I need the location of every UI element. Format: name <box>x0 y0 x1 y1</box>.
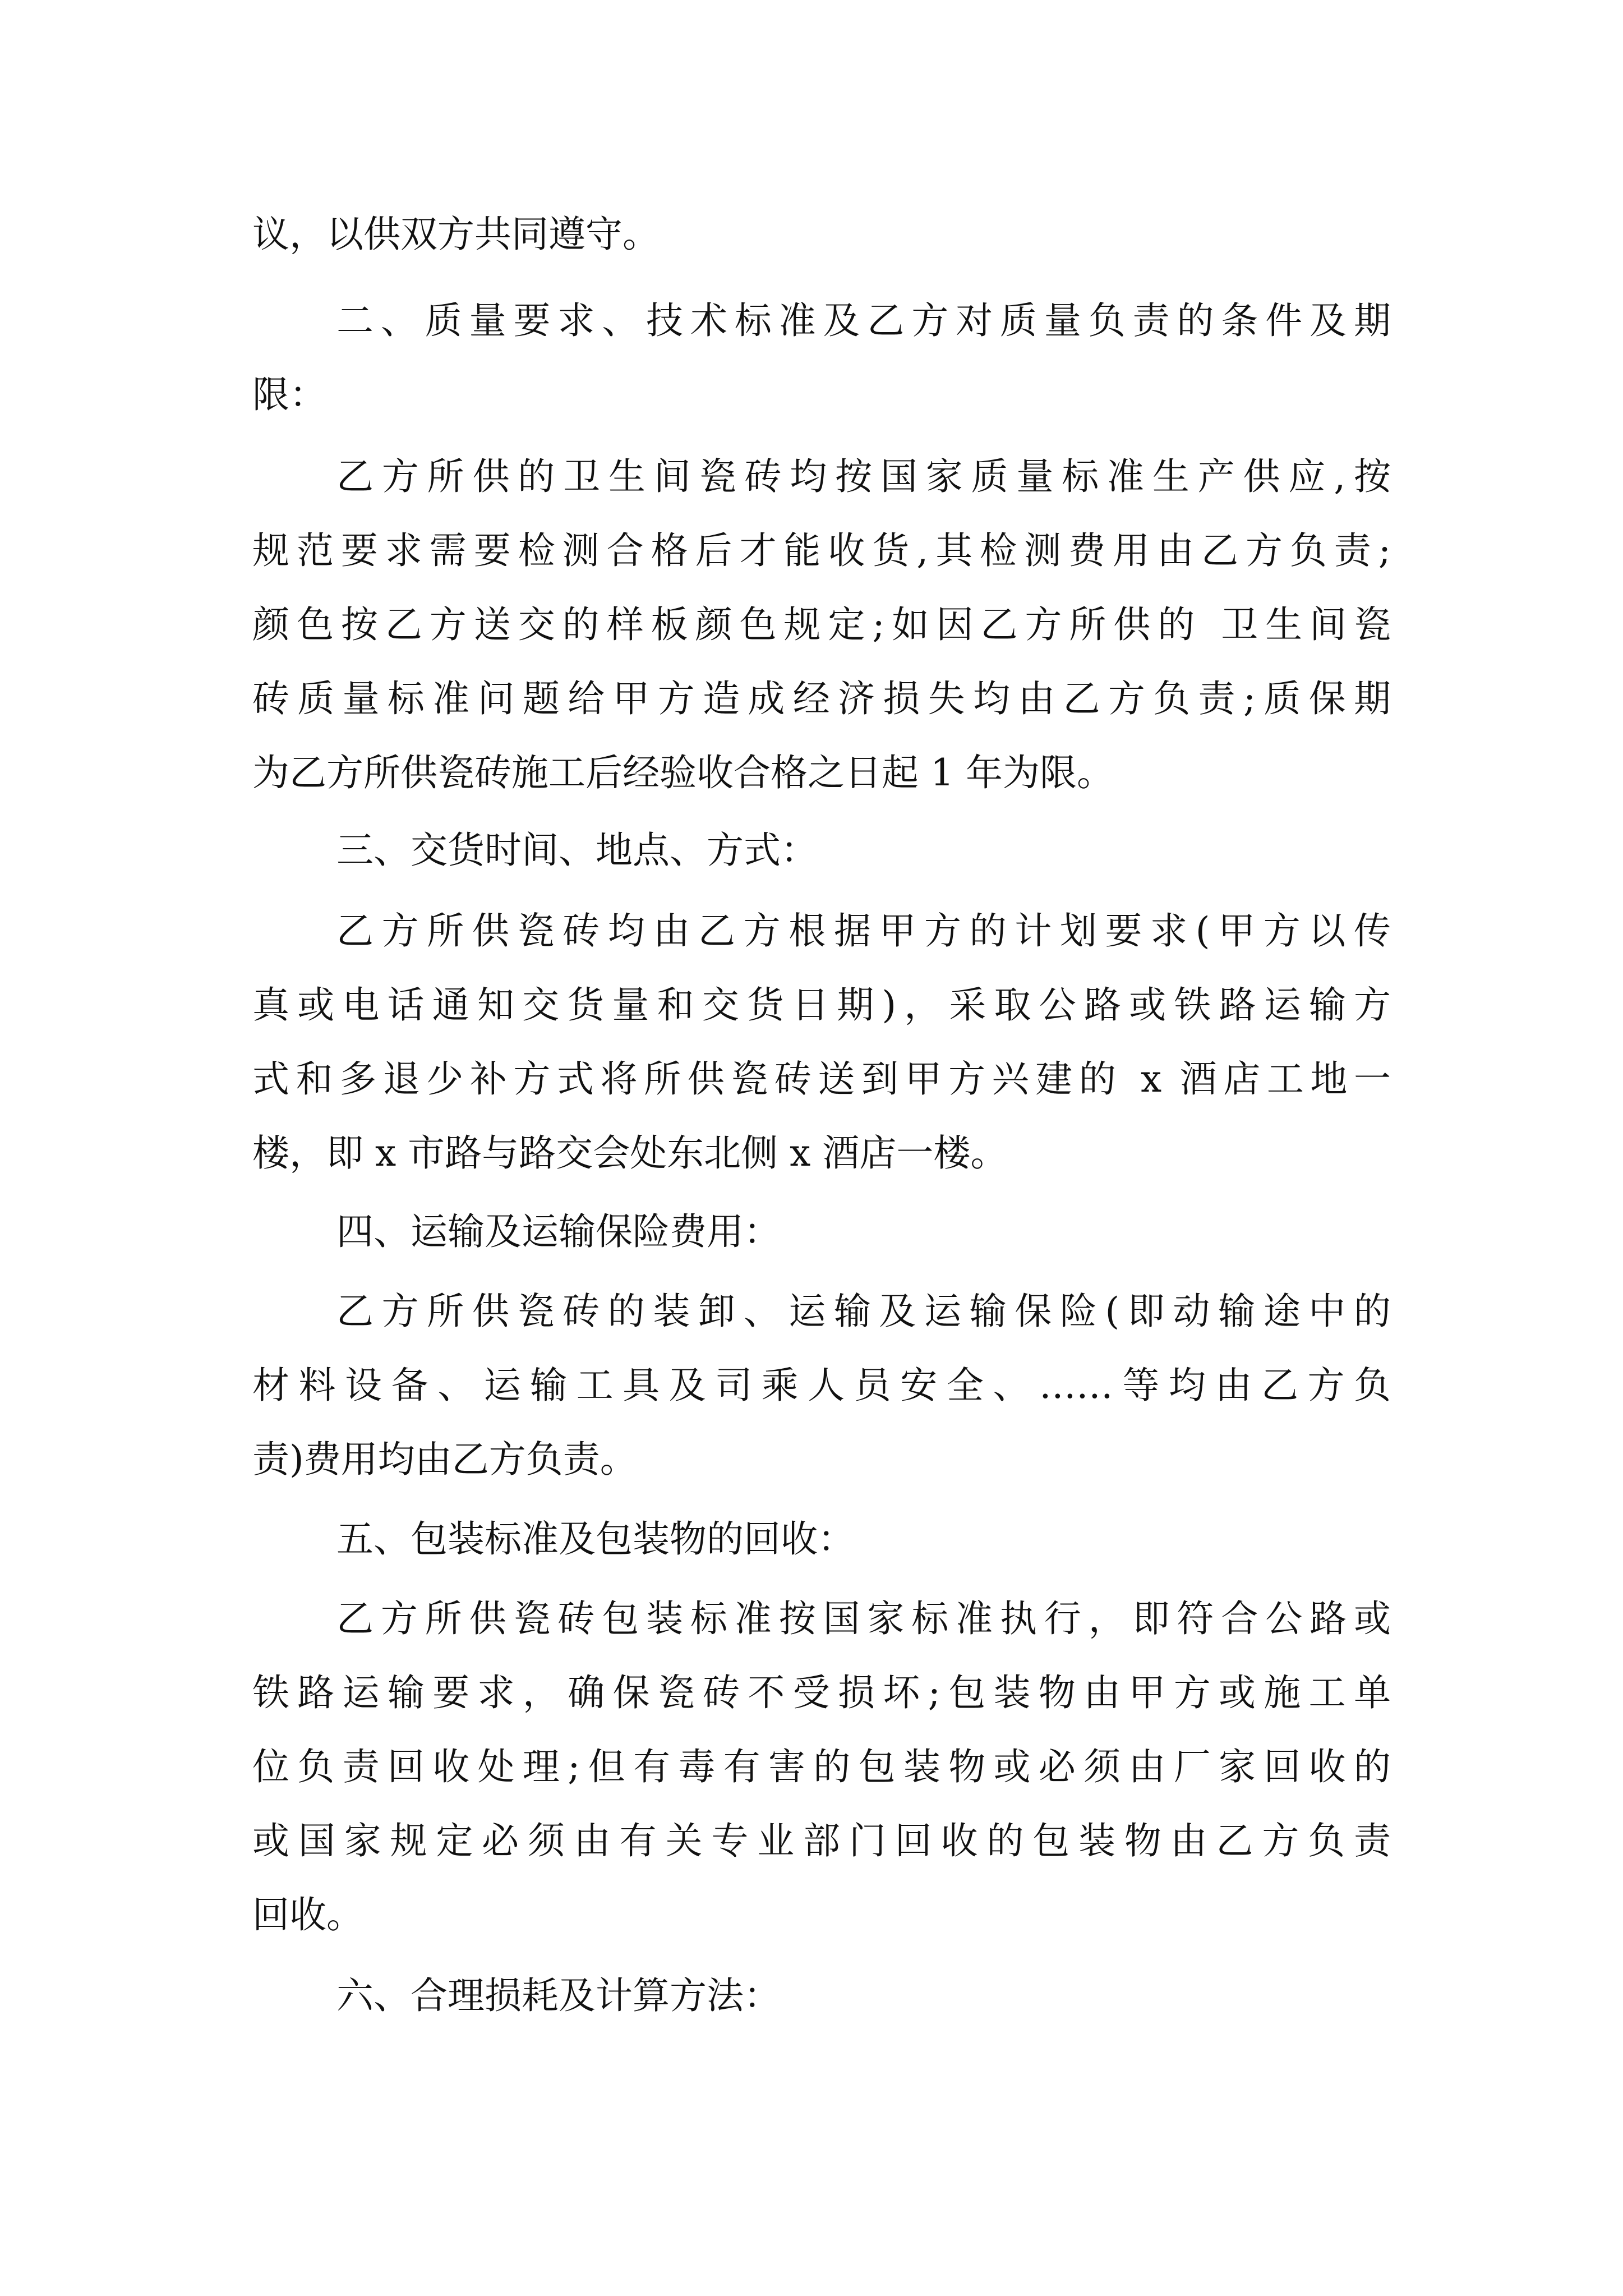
paragraph-line: 真或电话通知交货量和交货日期)，采取公路或铁路运输方 <box>252 983 1391 1027</box>
section-heading-transport: 四、运输及运输保险费用： <box>336 1210 781 1253</box>
paragraph-line: 位负责回收处理;但有毒有害的包装物或必须由厂家回收的 <box>252 1745 1391 1788</box>
section-heading-delivery: 三、交货时间、地点、方式： <box>336 829 818 872</box>
paragraph-line: 或国家规定必须由有关专业部门回收的包装物由乙方负责 <box>252 1819 1391 1862</box>
paragraph-line: 乙方所供瓷砖均由乙方根据甲方的计划要求(甲方以传 <box>336 909 1391 953</box>
section-heading-packaging: 五、包装标准及包装物的回收： <box>336 1517 855 1561</box>
paragraph-line: 颜色按乙方送交的样板颜色规定;如因乙方所供的 卫生间瓷 <box>252 603 1391 646</box>
paragraph-line: 式和多退少补方式将所供瓷砖送到甲方兴建的 x 酒店工地一 <box>252 1057 1391 1101</box>
paragraph-line: 楼，即 x 市路与路交会处东北侧 x 酒店一楼。 <box>252 1131 1008 1175</box>
paragraph-line: 乙方所供瓷砖包装标准按国家标准执行，即符合公路或 <box>336 1597 1391 1640</box>
paragraph-line: 为乙方所供瓷砖施工后经验收合格之日起 1 年为限。 <box>252 751 1114 794</box>
section-heading-quality: 二、质量要求、技术标准及乙方对质量负责的条件及期 <box>336 299 1391 342</box>
paragraph-line: 回收。 <box>252 1893 363 1936</box>
paragraph-line: 限： <box>252 373 326 416</box>
paragraph-line: 乙方所供的卫生间瓷砖均按国家质量标准生产供应,按 <box>336 455 1391 498</box>
paragraph-line: 规范要求需要检测合格后才能收货,其检测费用由乙方负责; <box>252 529 1391 572</box>
paragraph-line: 铁路运输要求，确保瓷砖不受损坏;包装物由甲方或施工单 <box>252 1671 1391 1714</box>
paragraph-line: 责)费用均由乙方负责。 <box>252 1438 637 1481</box>
paragraph-line: 议，以供双方共同遵守。 <box>252 213 660 256</box>
paragraph-line: 材料设备、运输工具及司乘人员安全、……等均由乙方负 <box>252 1364 1391 1407</box>
section-heading-loss: 六、合理损耗及计算方法： <box>336 1974 781 2017</box>
paragraph-line: 砖质量标准问题给甲方造成经济损失均由乙方负责;质保期 <box>252 677 1391 720</box>
paragraph-line: 乙方所供瓷砖的装卸、运输及运输保险(即动输途中的 <box>336 1290 1391 1333</box>
